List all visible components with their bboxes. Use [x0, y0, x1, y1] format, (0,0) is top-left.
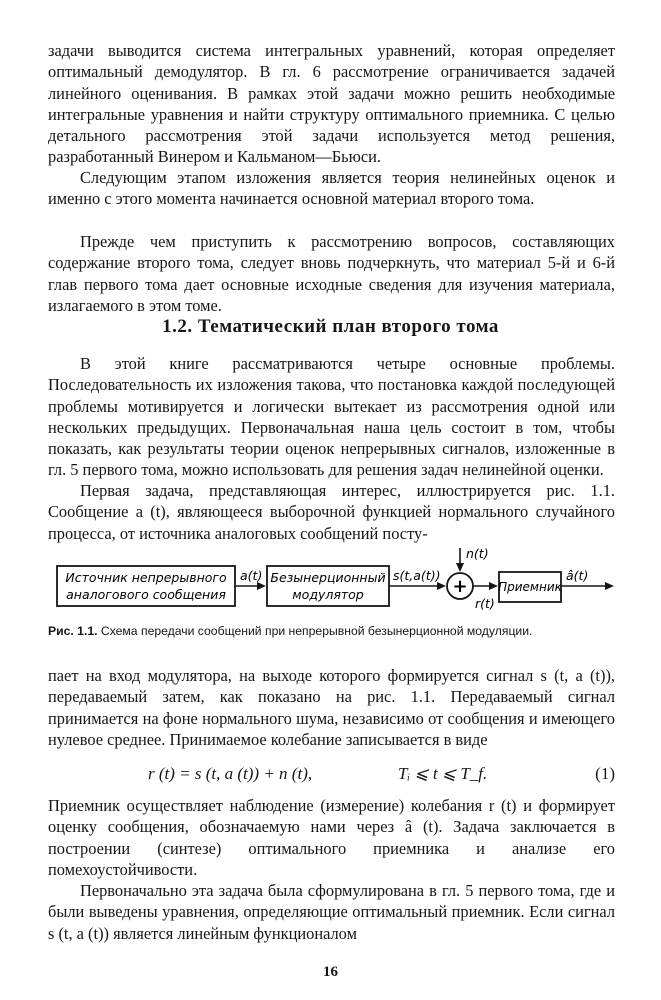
caption-text: Схема передачи сообщений при непрерывной безынерционной модуляции. [100, 624, 533, 638]
noise-arrowhead [456, 563, 464, 572]
source-label-line1: Источник непрерывного [65, 570, 227, 585]
arrowhead-modulator-adder [437, 582, 446, 590]
signal-a-label: a(t) [240, 568, 263, 583]
noise-label: n(t) [466, 546, 489, 561]
paragraph-first-task: Первая задача, представляющая интерес, иллюстрируется рис. 1.1. Сообщение a (t), являющееся выборочной функцией нормального случайного процесса, от источника аналоговых сообщений посту- [48, 481, 615, 543]
equation-number: (1) [595, 764, 615, 783]
block-diagram [0, 544, 661, 624]
caption-label: Рис. 1.1. [48, 624, 98, 638]
section-heading: 1.2. Тематический план второго тома [162, 316, 499, 337]
paragraph-modulator-input: пает на вход модулятора, на выходе которого формируется сигнал s (t, a (t)), передаваемый затем, как показано на рис. 1.1. Передаваемый сигнал принимается на фоне нормального шума, независимо от сообщения и имеющего нулевое среднее. Принимаемое колебание записывается в виде [48, 666, 615, 749]
equation-1 [48, 764, 615, 788]
paragraph-next-stage: Следующим этапом изложения является теория нелинейных оценок и именно с этого момента начинается основной материал второго тома. [48, 168, 615, 209]
arrowhead-adder-receiver [489, 582, 498, 590]
paragraph-intro: задачи выводится система интегральных уравнений, которая определяет оптимальный демодулятор. В гл. 6 рассмотрение ограничивается задачей линейного оценивания. В рамках этой задачи можно решить необходимые интегральные уравнения и найти структуру оптимального приемника. С целью детального рассмотрения этой задачи используется метод решения, разработанный Винером и Кальманом—Бьюси. [48, 41, 615, 167]
paragraph-original-formulation: Первоначально эта задача была сформулирована в гл. 5 первого тома, где и были выведены уравнения, определяющие оптимальный приемник. Если сигнал s (t, a (t)) является линейным функционалом [48, 881, 615, 943]
figure-caption [48, 624, 615, 638]
paragraph-receiver: Приемник осуществляет наблюдение (измерение) колебания r (t) и формирует оценку сообщения, обозначаемую нами через â (t). Задача заключается в построении (синтезе) оптимального приемника и анализе его помехоустойчивости. [48, 796, 615, 879]
signal-s-label: s(t,a(t)) [393, 568, 441, 583]
modulator-label-line1: Безынерционный [270, 570, 386, 585]
receiver-label: Приемник [498, 580, 562, 594]
adder-plus: + [452, 576, 468, 597]
equation-range: Tᵢ ⩽ t ⩽ T_f. [398, 764, 488, 783]
source-label-line2: аналогового сообщения [66, 587, 226, 602]
paragraph-before-start: Прежде чем приступить к рассмотрению вопросов, составляющих содержание второго тома, следует вновь подчеркнуть, что материал 5-й и 6-й глав первого тома дает основные исходные сведения для изучения материала, излагаемого в этом томе. [48, 232, 615, 315]
arrowhead-source-modulator [257, 582, 266, 590]
arrowhead-output [605, 582, 614, 590]
paragraph-four-problems: В этой книге рассматриваются четыре основные проблемы. Последовательность их изложения такова, что постановка каждой последующей проблемы мотивируется и логически вытекает из рассмотрения одной или нескольких предыдущих. Первоначальная наша цель состоит в том, чтобы показать, как результаты теории оценок непрерывных сигналов, изложенные в гл. 5 первого тома, можно использовать для решения задач нелинейной оценки. [48, 354, 615, 480]
modulator-label-line2: модулятор [292, 587, 364, 602]
signal-r-label: r(t) [475, 596, 495, 611]
page-number: 16 [323, 964, 338, 980]
estimate-label: â(t) [566, 568, 589, 583]
equation-main: r (t) = s (t, a (t)) + n (t), [148, 764, 313, 783]
